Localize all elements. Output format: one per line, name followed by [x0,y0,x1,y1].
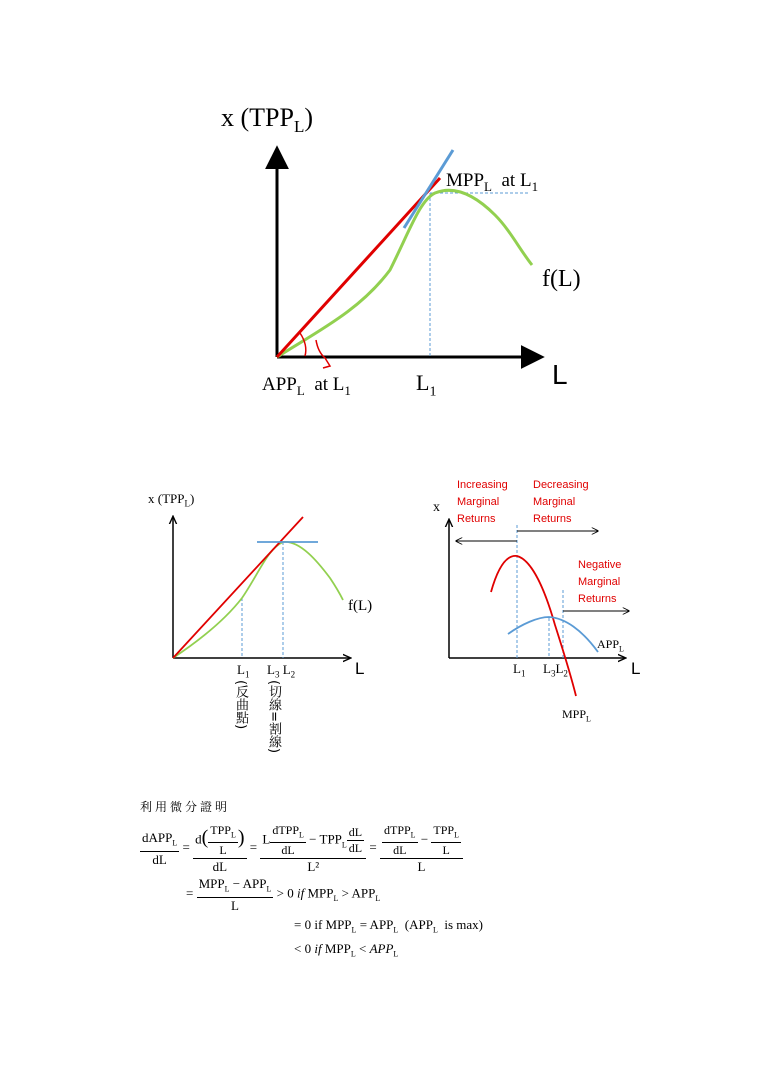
fig2-tick-l3-l2 [267,662,295,680]
sf-dtpp: dTPP [383,823,411,837]
fig3-tick-l2-sub: 2 [563,668,568,679]
fig1-app-label [262,374,351,399]
fig3-app-label [597,637,624,653]
cond2-rel: = APP [359,917,394,932]
fig3-tick-l1-sub: 1 [520,668,526,679]
d-fraction: d( $\frac{TPP_L}{L}$ ) dL [195,823,245,875]
fig2-tick-l3-sub: 3 [274,669,280,680]
inner-l: L [219,843,227,858]
fig2-x-axis-label: L [355,659,365,678]
fig3-app-curve [508,617,598,652]
fig3-tick-l1-text: L [513,661,521,676]
fig1-app-suffix: at L [314,374,345,395]
proof-line2 [186,876,380,913]
qr-l: L [262,831,271,847]
cond2-mpp-sub: L [351,925,357,935]
qr-dtpp: dTPP [272,823,299,837]
fig3-inc-line1: Increasing [457,479,508,491]
fig1-angle-arc [300,333,306,356]
cond3-rel: < [359,941,367,956]
cond1-mpp: MPP [307,885,334,901]
sf-den: L [417,859,426,875]
eq-4: = [186,885,194,901]
fig1-y-label-close: ) [304,103,314,132]
fig2-tick-l1 [237,662,249,680]
qr-dtpp-sub: L [299,830,304,840]
ma-app-sub: L [266,884,272,894]
cond3-mpp: MPP [324,941,351,956]
fig3-region-negative [578,557,621,608]
fig1-mpp-sub: L [484,178,492,194]
cond3-app: APP [369,941,394,956]
fig1-mpp-suffix-sub: 1 [531,178,539,194]
fig2-note-tangent-secant: (切線=割線) [266,680,281,754]
qr-tpp: TPP [319,831,342,847]
cond3-if: if [314,941,322,956]
sf-tpp: TPP [433,823,455,837]
fig3-neg-line2: Marginal [578,576,621,588]
fig3-mpp-label [562,707,591,723]
fig2-tick-l2-sub: 2 [290,669,296,680]
fig3-tick-l3-l2 [543,661,568,679]
fig3-neg-line3: Returns [578,593,617,605]
fig1-l1-text: L [416,370,430,395]
fig2-total-product-curve [173,542,343,658]
fig2-curve-label: f(L) [348,598,373,614]
ma-minus: − [232,876,241,891]
fig3-tick-l3-sub: 3 [550,668,556,679]
fig1-app-suffix-sub: 1 [344,382,351,398]
fig1-curve-label: f(L) [542,266,581,292]
proof-line3 [294,917,483,935]
lhs-num-sub: L [172,839,178,848]
qr-tpp-sub: L [341,840,347,850]
fig1-y-axis-label [221,103,313,137]
lhs-fraction [140,830,179,867]
fig1-y-label-sub: L [293,117,305,137]
fig3-app-text: APP [597,637,620,651]
fig2-tick-l2-text: L [282,662,291,677]
fig3-tick-l3-text: L [543,661,551,676]
cond1-if: if [297,885,305,901]
eq-3: = [369,839,377,855]
fig1-app-ray [277,178,440,357]
proof-line1 [140,823,463,874]
cond2-app-sub: L [393,925,399,935]
fig2-y-label-sub: L [184,498,190,509]
cond2-paren: (APP [404,917,433,932]
cond1-rel: > [341,885,349,901]
cond1-app: APP [351,885,376,901]
cond1-app-sub: L [375,893,381,903]
fig2-tick-l3-text: L [267,662,275,677]
cond2-paren-sub: L [432,925,438,935]
cond2-text: = 0 if MPP [294,917,352,932]
cond1-mpp-sub: L [333,893,339,903]
fig1-l1-sub: 1 [429,384,437,400]
sf-minus: − [420,831,429,847]
eq-1: = [182,839,190,855]
ma-mpp-sub: L [224,884,230,894]
lhs-num: dAPP [142,830,173,846]
fig1-app-sub: L [296,382,305,398]
fig1-mpp-text: MPP [446,170,485,191]
fig2-y-label-close: ) [189,491,195,506]
proof-heading: 利用微分證明 [140,800,231,814]
fig2-note-inflection: (反曲點) [233,680,248,730]
inner-tpp: TPP [210,823,231,837]
qr-dl: dL [281,843,295,858]
qr-dl-num: dL [348,825,363,840]
proof-line4 [294,941,398,959]
sf-tpp-sub: L [454,830,459,840]
fig3-region-decreasing [533,477,589,528]
fig1-y-label-text: x (TPP [221,103,294,132]
ma-mpp: MPP [198,876,225,891]
cond3-op: < 0 [294,941,312,956]
fig1-app-pointer [316,340,330,368]
fig3-tick-l1 [513,661,525,679]
d-fraction-den: dL [212,859,228,875]
fig3-mpp-text: MPP [562,707,587,721]
fig3-dec-line1: Decreasing [533,479,589,491]
ma-app: APP [242,876,267,891]
fig3-mpp-sub: L [586,714,591,724]
qr-minus: − [309,831,317,847]
fig2-tick-l1-sub: 1 [244,669,250,680]
fig3-y-axis-label: x [433,500,440,515]
fig3-x-axis-label: L [631,659,641,678]
fig1-l1-label [416,370,436,400]
fig3-dec-line3: Returns [533,513,572,525]
cond2-paren-end: is max) [444,917,484,932]
sf-dtpp-sub: L [410,830,416,840]
qr-l2: L² [307,859,320,875]
cond1-op: > 0 [276,885,294,901]
cond3-app-sub: L [393,949,399,959]
fig2-y-axis-label [148,491,194,509]
figure3 [449,520,629,696]
fig3-tick-l2-text: L [555,661,564,676]
fig1-mpp-label [446,170,538,195]
ma-den: L [231,897,239,913]
eq-2: = [249,839,258,855]
quotient-rule-fraction [260,823,366,874]
lhs-den: dL [152,852,167,867]
fig3-neg-line1: Negative [578,559,622,571]
sf-dl: dL [393,843,407,858]
fig1-x-axis-label: L [552,359,568,390]
inner-tpp-sub: L [230,830,236,840]
fig1-app-text: APP [262,374,297,395]
sf-l: L [442,843,450,858]
qr-dl-den: dL [348,841,363,856]
fig2-y-label-text: x (TPP [148,491,185,506]
fig3-region-increasing [457,477,508,528]
fig3-dec-line2: Marginal [533,496,576,508]
d-symbol: d [195,831,202,847]
cond3-mpp-sub: L [350,949,356,959]
fig2-tick-l1-text: L [237,662,245,677]
fig3-inc-line2: Marginal [457,496,500,508]
simplified-fraction [380,823,463,874]
fig1-mpp-suffix: at L [501,170,532,191]
fig3-inc-line3: Returns [457,513,496,525]
mpp-app-fraction [197,876,274,913]
fig3-app-sub: L [619,644,624,654]
figure2 [173,517,350,658]
